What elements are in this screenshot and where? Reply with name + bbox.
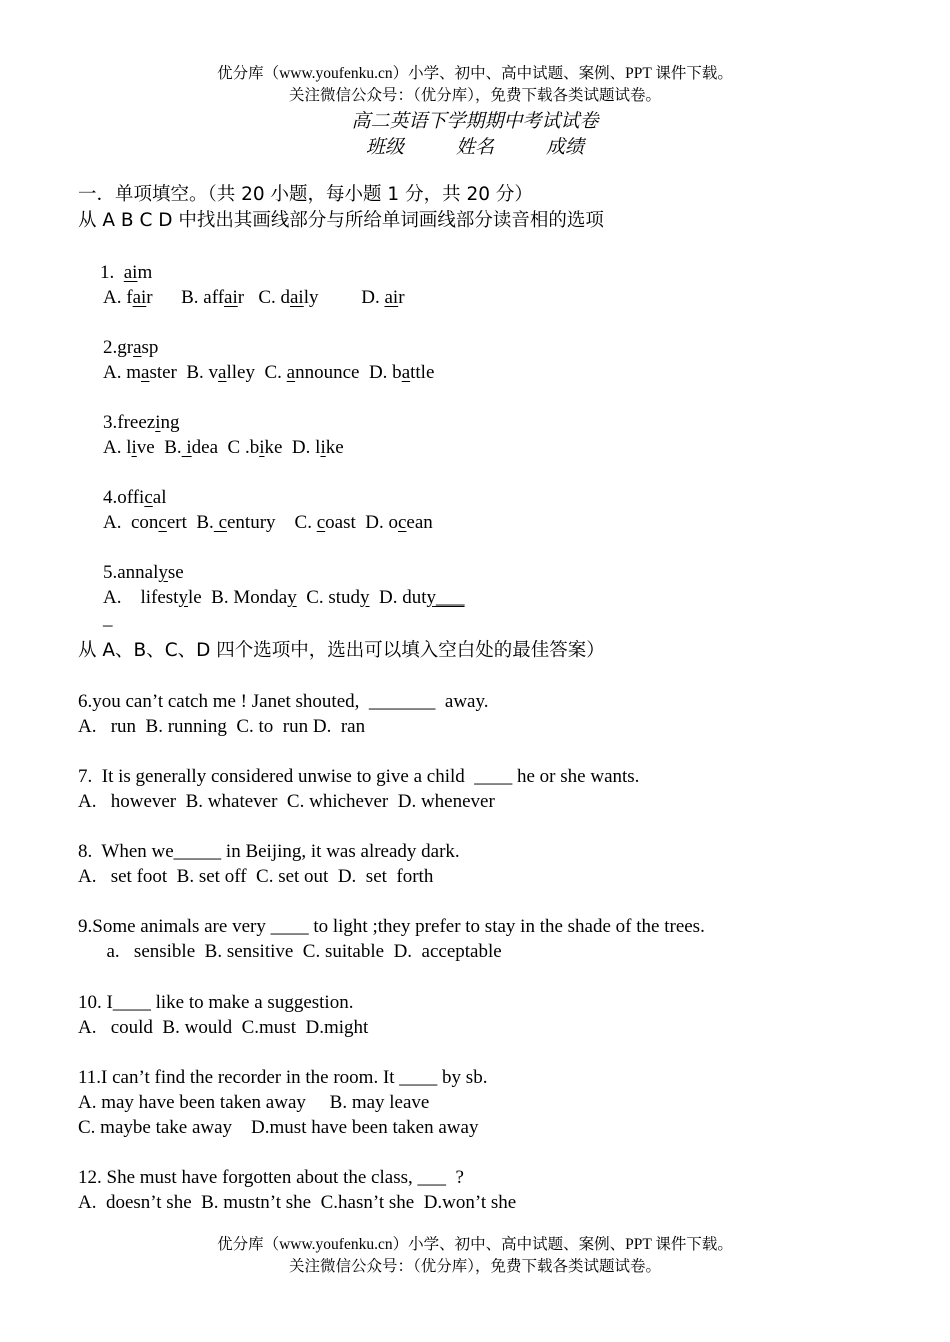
question-9-options: a. sensible B. sensitive C. suitable D. acceptable	[78, 941, 502, 962]
section-1-heading: 一．单项填空。（共 20 小题，每小题 1 分，共 20 分）	[78, 184, 533, 205]
footer-line-2: 关注微信公众号：（优分库），免费下载各类试题试卷。	[288, 1258, 661, 1275]
stray-underscore: _	[103, 608, 113, 629]
phonetic-q3-options: A. live B. idea C .bike D. like	[103, 437, 344, 458]
question-12: 12. She must have forgotten about the class, ___ ?	[78, 1167, 464, 1188]
phonetic-q1-word: 1. aim	[100, 262, 153, 283]
section-1-instruction: 从 A B C D 中找出其画线部分与所给单词画线部分读音相的选项	[78, 210, 604, 231]
question-11-options-2: C. maybe take away D.must have been taken away	[78, 1117, 479, 1138]
phonetic-q4-word: 4.offical	[103, 487, 167, 508]
question-6: 6.you can’t catch me ! Janet shouted, _______ away.	[78, 691, 489, 712]
phonetic-q2-word: 2.grasp	[103, 337, 159, 358]
header-line-2: 关注微信公众号：（优分库），免费下载各类试题试卷。	[288, 87, 661, 104]
name-label: 姓名	[455, 136, 494, 158]
question-11-options-1: A. may have been taken away B. may leave	[78, 1092, 430, 1113]
exam-subtitle	[0, 134, 950, 160]
question-6-options: A. run B. running C. to run D. ran	[78, 716, 366, 737]
score-label: 成绩	[546, 136, 585, 158]
page-header	[0, 63, 950, 107]
footer-line-1: 优分库（www.youfenku.cn）小学、初中、高中试题、案例、PPT 课件下载。	[217, 1236, 733, 1253]
question-10: 10. I____ like to make a suggestion.	[78, 992, 354, 1013]
question-8-options: A. set foot B. set off C. set out D. set forth	[78, 866, 434, 887]
phonetic-q2-options: A. master B. valley C. announce D. battle	[103, 362, 435, 383]
exam-title: 高二英语下学期期中考试试卷	[351, 110, 599, 132]
question-7-options: A. however B. whatever C. whichever D. whenever	[78, 791, 495, 812]
question-9: 9.Some animals are very ____ to light ;they prefer to stay in the shade of the trees.	[78, 916, 705, 937]
phonetic-q4-options: A. concert B. century C. coast D. ocean	[103, 512, 433, 533]
class-label: 班级	[365, 136, 404, 158]
phonetic-q3-word: 3.freezing	[103, 412, 180, 433]
question-11: 11.I can’t find the recorder in the room. It ____ by sb.	[78, 1067, 488, 1088]
phonetic-q5-options: A. lifestyle B. Monday C. study D. duty___	[103, 587, 465, 608]
page-footer	[0, 1234, 950, 1278]
question-10-options: A. could B. would C.must D.might	[78, 1017, 369, 1038]
question-8: 8. When we_____ in Beijing, it was already dark.	[78, 841, 460, 862]
phonetic-q5-word: 5.annalyse	[103, 562, 184, 583]
header-line-1: 优分库（www.youfenku.cn）小学、初中、高中试题、案例、PPT 课件下载。	[217, 65, 733, 82]
phonetic-q1-options: A. fair B. affair C. daily D. air	[103, 287, 405, 308]
question-12-options: A. doesn’t she B. mustn’t she C.hasn’t she D.won’t she	[78, 1192, 517, 1213]
section-2-instruction: 从 A、B、C、D 四个选项中，选出可以填入空白处的最佳答案）	[78, 640, 605, 661]
question-7: 7. It is generally considered unwise to give a child ____ he or she wants.	[78, 766, 640, 787]
